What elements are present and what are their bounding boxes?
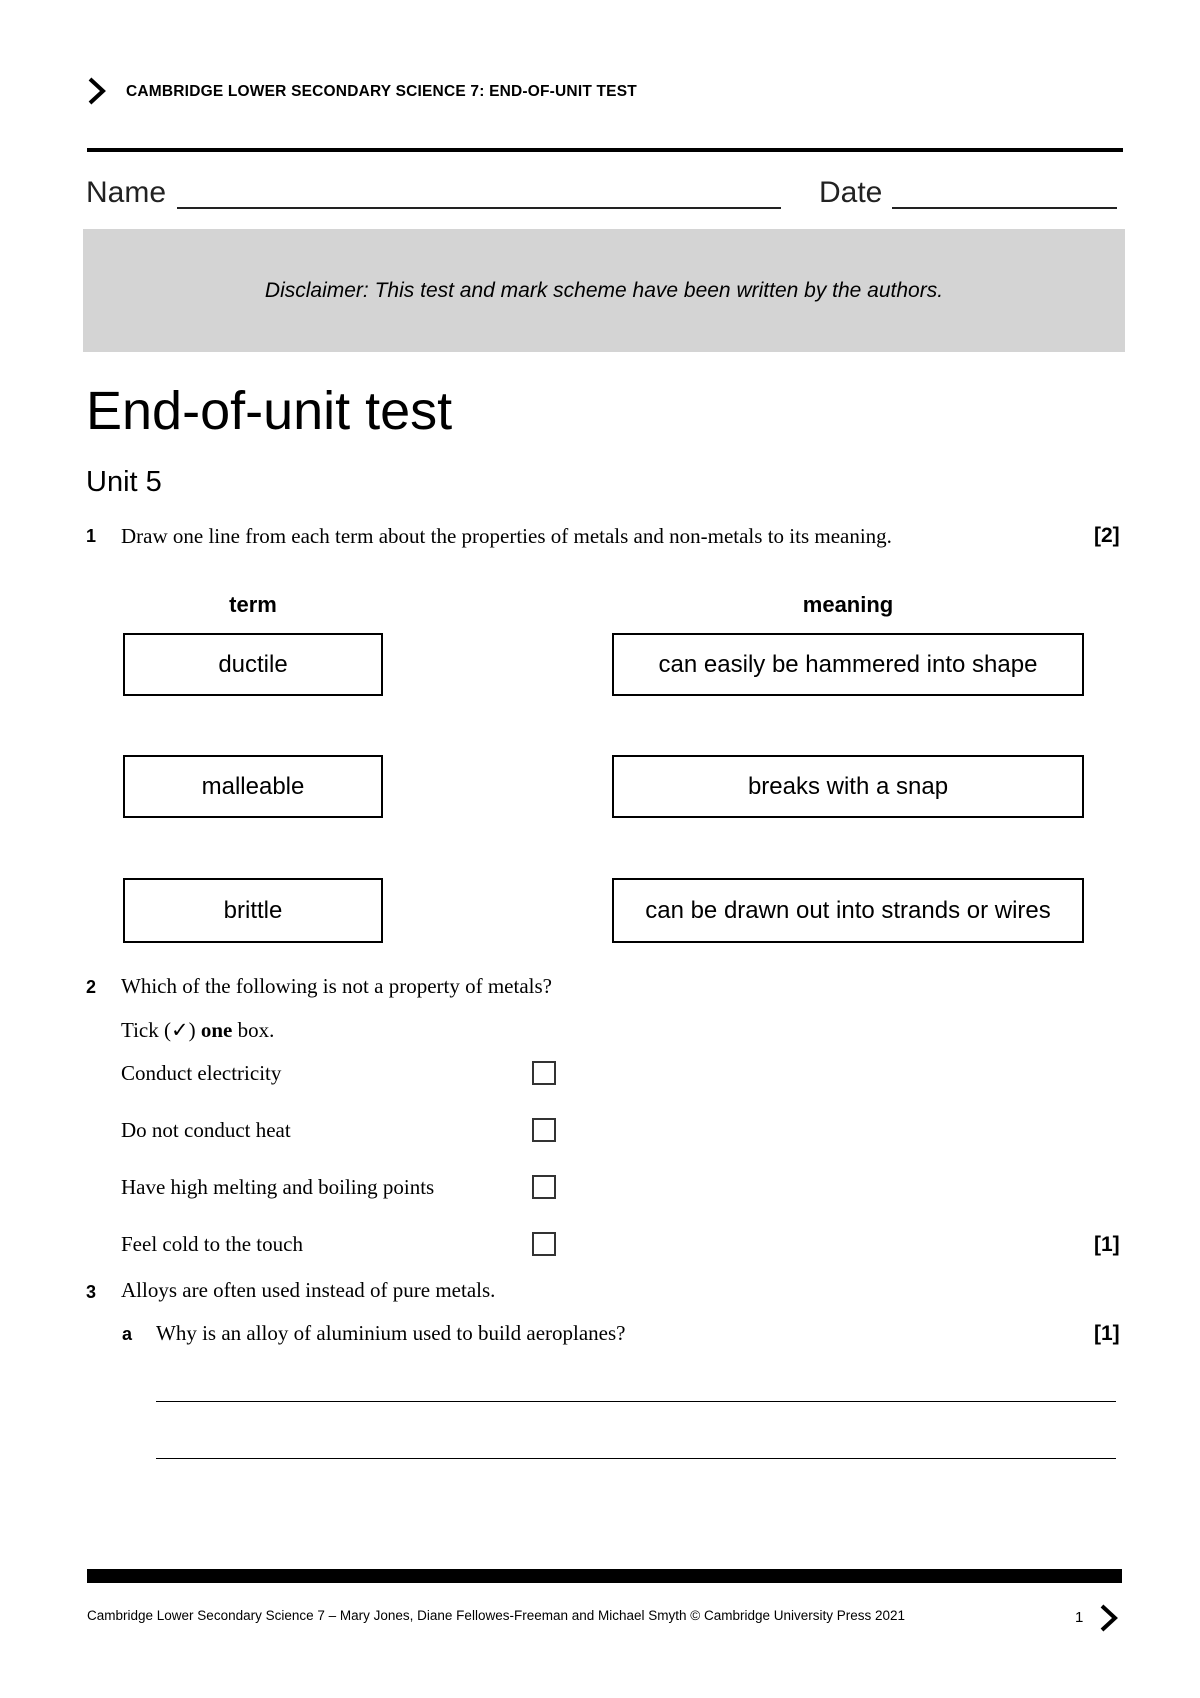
meaning-box-snap[interactable]: breaks with a snap bbox=[612, 755, 1084, 818]
date-field[interactable] bbox=[892, 207, 1117, 209]
question-2-text: Which of the following is not a property of metals? bbox=[121, 974, 552, 998]
page-title: End-of-unit test bbox=[86, 381, 453, 441]
term-heading: term bbox=[229, 592, 277, 617]
disclaimer-box bbox=[83, 229, 1125, 352]
date-label: Date bbox=[819, 176, 883, 209]
page-number: 1 bbox=[1075, 1609, 1084, 1626]
checkbox-conduct-electricity[interactable] bbox=[532, 1061, 556, 1085]
checkbox-high-melting[interactable] bbox=[532, 1175, 556, 1199]
answer-line-2[interactable] bbox=[156, 1458, 1116, 1459]
question-1-text: Draw one line from each term about the properties of metals and non-metals to its meaning. bbox=[121, 524, 892, 548]
disclaimer-text: Disclaimer: This test and mark scheme have been written by the authors. bbox=[264, 278, 944, 302]
question-3-number: 3 bbox=[86, 1282, 97, 1302]
question-1-marks: [2] bbox=[1094, 524, 1120, 547]
answer-line-1[interactable] bbox=[156, 1401, 1116, 1402]
header-rule bbox=[87, 148, 1123, 152]
question-2-number: 2 bbox=[86, 977, 97, 997]
question-3-text: Alloys are often used instead of pure metals. bbox=[121, 1278, 496, 1302]
name-field[interactable] bbox=[177, 207, 781, 209]
option-label-conduct-electricity: Conduct electricity bbox=[121, 1061, 282, 1085]
checkbox-feel-cold[interactable] bbox=[532, 1232, 556, 1256]
question-2-marks: [1] bbox=[1094, 1233, 1120, 1256]
question-3a-letter: a bbox=[122, 1324, 133, 1344]
checkbox-no-conduct-heat[interactable] bbox=[532, 1118, 556, 1142]
term-box-brittle[interactable]: brittle bbox=[123, 878, 383, 943]
option-label-high-melting: Have high melting and boiling points bbox=[121, 1175, 435, 1199]
header-title: CAMBRIDGE LOWER SECONDARY SCIENCE 7: END-OF-UNIT TEST bbox=[126, 83, 637, 100]
unit-title: Unit 5 bbox=[86, 466, 162, 498]
term-box-ductile[interactable]: ductile bbox=[123, 633, 383, 696]
name-label: Name bbox=[86, 176, 167, 209]
question-3a-text: Why is an alloy of aluminium used to build aeroplanes? bbox=[156, 1321, 626, 1345]
footer-rule bbox=[87, 1569, 1122, 1583]
meaning-box-hammered[interactable]: can easily be hammered into shape bbox=[612, 633, 1084, 696]
tick-symbol: ✓ bbox=[171, 1018, 189, 1042]
option-label-no-conduct-heat: Do not conduct heat bbox=[121, 1118, 291, 1142]
footer-text: Cambridge Lower Secondary Science 7 – Mary Jones, Diane Fellowes-Freeman and Michael Smyth © Cambridge University Press 2021 bbox=[87, 1608, 906, 1623]
question-2-instruction: Tick (✓) one box. bbox=[121, 1018, 275, 1042]
option-label-feel-cold: Feel cold to the touch bbox=[121, 1232, 303, 1256]
term-box-malleable[interactable]: malleable bbox=[123, 755, 383, 818]
chevron-right-icon bbox=[84, 76, 110, 106]
chevron-right-icon[interactable] bbox=[1096, 1603, 1122, 1633]
meaning-box-wires[interactable]: can be drawn out into strands or wires bbox=[612, 878, 1084, 943]
meaning-heading: meaning bbox=[802, 592, 894, 617]
question-3a-marks: [1] bbox=[1094, 1322, 1120, 1345]
question-1-number: 1 bbox=[86, 526, 97, 546]
